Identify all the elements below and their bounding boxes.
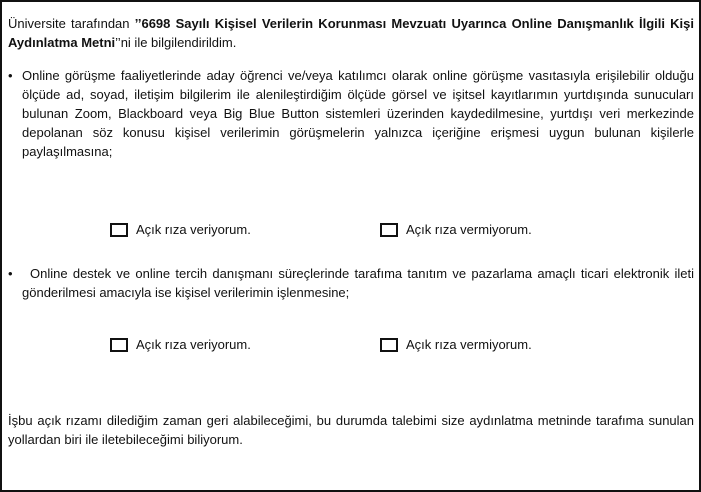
intro-paragraph xyxy=(8,14,694,52)
consent-form-content xyxy=(8,14,694,161)
bullet-icon: • xyxy=(8,68,13,83)
consent-2-reject-label: Açık rıza vermiyorum. xyxy=(406,337,532,352)
intro-quote-close: ’’ xyxy=(115,35,121,50)
consent-2-reject-option[interactable] xyxy=(380,337,532,352)
consent-item-1-options xyxy=(110,222,251,237)
consent-1-reject-checkbox[interactable] xyxy=(380,223,398,237)
consent-item-2-options-right xyxy=(380,337,532,352)
consent-item-2 xyxy=(8,264,694,302)
consent-1-reject-option[interactable] xyxy=(380,222,532,237)
intro-document-title: 6698 Sayılı Kişisel Verilerin Korunması Mevzuatı Uyarınca Online Danışmanlık İlgili Kişi Aydınlatma Metni xyxy=(8,16,694,50)
consent-item-1 xyxy=(8,66,694,161)
intro-suffix: ni ile bilgilendirildim. xyxy=(120,35,237,50)
intro-quote-open: ’’ xyxy=(134,16,142,31)
consent-2-accept-checkbox[interactable] xyxy=(110,338,128,352)
consent-1-accept-checkbox[interactable] xyxy=(110,223,128,237)
consent-2-reject-checkbox[interactable] xyxy=(380,338,398,352)
consent-1-reject-label: Açık rıza vermiyorum. xyxy=(406,222,532,237)
withdrawal-notice: İşbu açık rızamı dilediğim zaman geri alabileceğimi, bu durumda talebimi size aydınlatma metninde tarafıma sunulan yollardan biri ile iletebileceğimi biliyorum. xyxy=(8,413,694,447)
consent-item-1-options-right xyxy=(380,222,532,237)
bullet-icon: • xyxy=(8,266,13,281)
consent-item-1-text: Online görüşme faaliyetlerinde aday öğrenci ve/veya katılımcı olarak online görüşme vasıtasıyla erişilebilir olduğu ölçüde ad, soyad, iletişim bilgilerim ile alenileştirdiğim ölçüde görsel ve işitsel kayıtlarımın yurtdışında sunucuları bulunan Zoom, Blackboard veya Big Blue Button sistemleri üzerinden kaydedilmesine, yurtdışı veri merkezinde depolanan söz konusu kişisel verilerimin görüşmelerin yalnızca içeriğine erişmesi uygun bulunan kişilerle paylaşılmasına; xyxy=(22,68,694,159)
consent-item-2-text: Online destek ve online tercih danışmanı süreçlerinde tarafıma tanıtım ve pazarlama amaçlı ticari elektronik ileti gönderilmesi amacıyla ise kişisel verilerimin işlenmesine; xyxy=(22,266,694,300)
consent-2-accept-option[interactable] xyxy=(110,337,251,352)
consent-1-accept-option[interactable] xyxy=(110,222,251,237)
consent-item-2-options xyxy=(110,337,251,352)
consent-item-2-wrapper xyxy=(8,264,694,302)
consent-2-accept-label: Açık rıza veriyorum. xyxy=(136,337,251,352)
consent-1-accept-label: Açık rıza veriyorum. xyxy=(136,222,251,237)
intro-prefix: Üniversite tarafından xyxy=(8,16,135,31)
